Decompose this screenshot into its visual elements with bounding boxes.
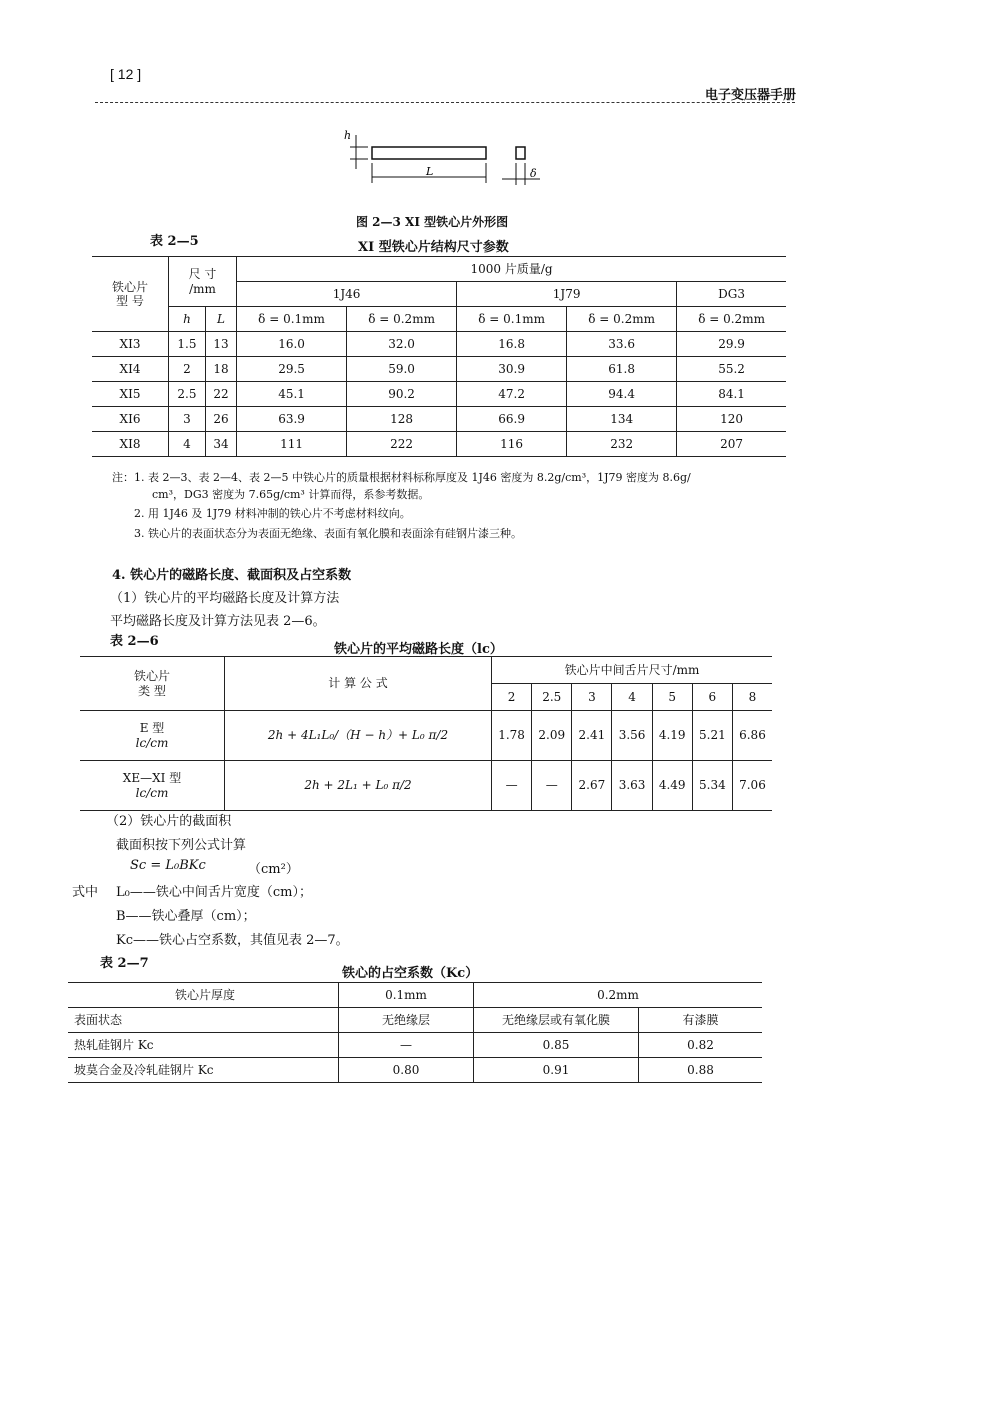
t26-size: 5 bbox=[652, 684, 692, 711]
where-label: 式中 bbox=[72, 885, 99, 900]
t26-size: 2.5 bbox=[532, 684, 572, 711]
t25-head-d1: δ = 0.1mm bbox=[237, 307, 347, 332]
table-row: 热轧硅钢片 Kc — 0.85 0.82 bbox=[68, 1033, 762, 1058]
def-Kc: Kc——铁心占空系数，其值见表 2—7。 bbox=[116, 933, 349, 948]
core-lamination-figure bbox=[340, 125, 560, 195]
t26-head-size: 铁心片中间舌片尺寸/mm bbox=[492, 657, 773, 684]
label-L: L bbox=[426, 165, 434, 178]
t27-head-lacquer: 有漆膜 bbox=[639, 1008, 763, 1033]
t25-head-d2: δ = 0.2mm bbox=[347, 307, 457, 332]
t25-head-type: 铁心片 型 号 bbox=[92, 257, 169, 332]
section4-sub1: （1）铁心片的平均磁路长度及计算方法 bbox=[110, 591, 340, 606]
t25-head-h: h bbox=[169, 307, 206, 332]
note-1a: 注：1. 表 2—3、表 2—4、表 2—5 中铁心片的质量根据材料标称厚度及 1J46 密度为 8.2g/cm³，1J79 密度为 8.6g/ bbox=[112, 471, 691, 484]
table-row: XI3 1.5 13 16.0 32.0 16.8 33.6 29.9 bbox=[92, 332, 786, 357]
lamination-end-view bbox=[516, 147, 525, 159]
table-row: E 型 lc/cm 2h + 4L₁L₀/（H − h）+ L₀ π/2 1.78 2.09 2.41 3.56 4.19 5.21 6.86 bbox=[80, 711, 772, 761]
label-h: h bbox=[344, 129, 352, 142]
page-number: [ 12 ] bbox=[110, 66, 142, 82]
table-row: XI4 2 18 29.5 59.0 30.9 61.8 55.2 bbox=[92, 357, 786, 382]
def-B: B——铁心叠厚（cm）； bbox=[116, 909, 256, 924]
table27 bbox=[68, 982, 762, 1083]
t25-head-1j79: 1J79 bbox=[457, 282, 677, 307]
t25-head-d3: δ = 0.1mm bbox=[457, 307, 567, 332]
section4-heading: 4. 铁心片的磁路长度、截面积及占空系数 bbox=[112, 568, 352, 583]
figure-caption: 图 2—3 XI 型铁心片外形图 bbox=[356, 215, 509, 229]
table26 bbox=[80, 656, 772, 811]
t27-head-noins-ox: 无绝缘层或有氧化膜 bbox=[474, 1008, 639, 1033]
table-row: XI5 2.5 22 45.1 90.2 47.2 94.4 84.1 bbox=[92, 382, 786, 407]
t26-head-type: 铁心片 类 型 bbox=[80, 657, 225, 711]
section-area-text: 截面积按下列公式计算 bbox=[116, 838, 247, 853]
table26-label: 表 2—6 bbox=[110, 634, 159, 649]
note-3: 3. 铁心片的表面状态分为表面无绝缘、表面有氧化膜和表面涂有硅钢片漆三种。 bbox=[134, 526, 522, 540]
t26-size: 2 bbox=[492, 684, 532, 711]
table25-title: XI 型铁心片结构尺寸参数 bbox=[358, 240, 509, 255]
label-delta: δ bbox=[530, 167, 537, 180]
table25-notes bbox=[112, 470, 792, 542]
t27-head-noins: 无绝缘层 bbox=[339, 1008, 474, 1033]
table-row: 坡莫合金及冷轧硅钢片 Kc 0.80 0.91 0.88 bbox=[68, 1058, 762, 1083]
area-formula: Sc = L₀BKc bbox=[130, 858, 206, 873]
table27-title: 铁心的占空系数（Kc） bbox=[342, 966, 479, 981]
area-formula-unit: （cm²） bbox=[248, 862, 299, 877]
t27-head-01: 0.1mm bbox=[339, 983, 474, 1008]
t25-head-d5: δ = 0.2mm bbox=[677, 307, 786, 332]
table-row: XI6 3 26 63.9 128 66.9 134 120 bbox=[92, 407, 786, 432]
t25-head-L: L bbox=[205, 307, 236, 332]
section-area-sub2: （2）铁心片的截面积 bbox=[106, 814, 232, 829]
note-1b: cm³，DG3 密度为 7.65g/cm³ 计算而得，系参考数据。 bbox=[152, 487, 430, 501]
t26-size: 4 bbox=[612, 684, 652, 711]
header-rule bbox=[95, 102, 795, 103]
t26-head-formula: 计 算 公 式 bbox=[225, 657, 492, 711]
table25 bbox=[92, 256, 786, 457]
table27-label: 表 2—7 bbox=[100, 956, 149, 971]
section4-text1: 平均磁路长度及计算方法见表 2—6。 bbox=[110, 614, 326, 629]
t27-head-surface: 表面状态 bbox=[68, 1008, 339, 1033]
lamination-bar bbox=[372, 147, 486, 159]
table-row: XI8 4 34 111 222 116 232 207 bbox=[92, 432, 786, 457]
t25-head-dg3: DG3 bbox=[677, 282, 786, 307]
t25-head-mass: 1000 片质量/g bbox=[237, 257, 786, 282]
t26-size: 3 bbox=[572, 684, 612, 711]
t25-head-1j46: 1J46 bbox=[237, 282, 457, 307]
note-2: 2. 用 1J46 及 1J79 材料冲制的铁心片不考虑材料纹向。 bbox=[134, 507, 411, 520]
table-row: XE—XI 型 lc/cm 2h + 2L₁ + L₀ π/2 — — 2.67 3.63 4.49 5.34 7.06 bbox=[80, 761, 772, 811]
t27-head-02: 0.2mm bbox=[474, 983, 763, 1008]
t26-size: 8 bbox=[732, 684, 772, 711]
table25-label: 表 2—5 bbox=[150, 234, 199, 249]
t25-head-d4: δ = 0.2mm bbox=[567, 307, 677, 332]
def-L0: L₀——铁心中间舌片宽度（cm）； bbox=[116, 885, 312, 900]
t25-head-size: 尺 寸 /mm bbox=[169, 257, 237, 307]
t27-head-thickness: 铁心片厚度 bbox=[68, 983, 339, 1008]
running-title: 电子变压器手册 bbox=[704, 87, 796, 102]
table26-title: 铁心片的平均磁路长度（lc） bbox=[334, 642, 503, 657]
t26-size: 6 bbox=[692, 684, 732, 711]
